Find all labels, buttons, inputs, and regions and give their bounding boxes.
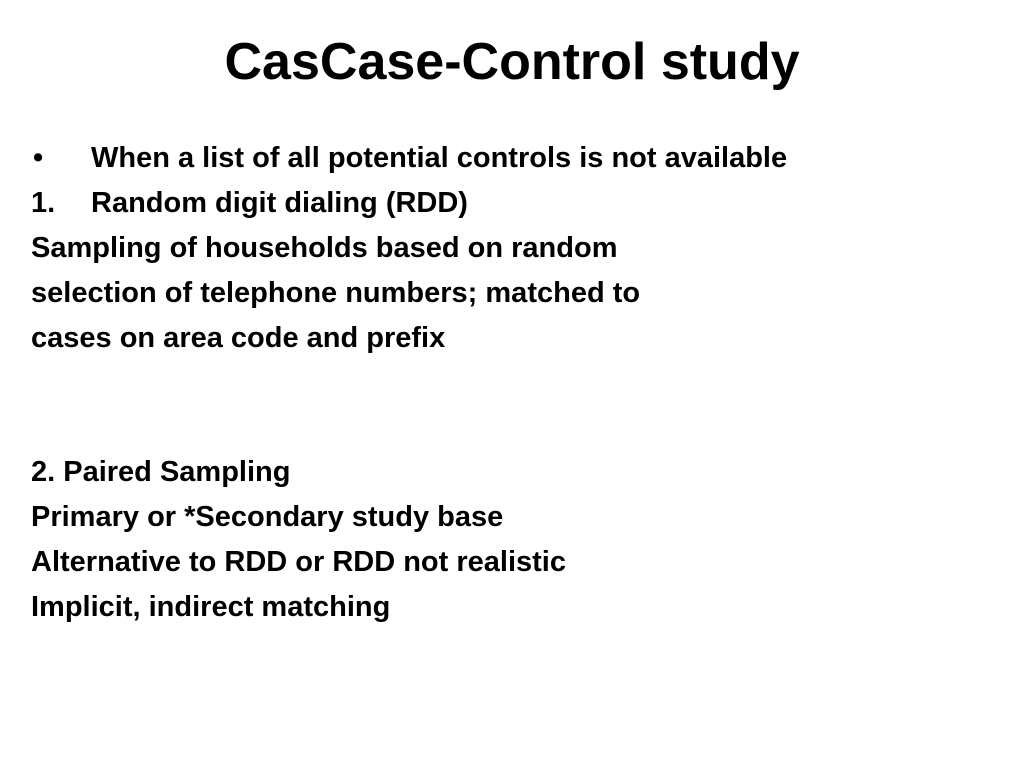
paired-line-3: Implicit, indirect matching	[31, 591, 391, 623]
bullet-text: When a list of all potential controls is not available	[91, 142, 788, 174]
rdd-line-3: cases on area code and prefix	[31, 322, 446, 354]
item-2-heading: 2. Paired Sampling	[31, 456, 291, 488]
bullet-marker: •	[33, 142, 44, 174]
slide-body	[31, 136, 991, 630]
item-1-marker: 1.	[31, 187, 56, 219]
item-1-text: Random digit dialing (RDD)	[91, 187, 468, 219]
rdd-line-1: Sampling of households based on random	[31, 232, 618, 264]
paired-line-1: Primary or *Secondary study base	[31, 501, 504, 533]
rdd-line-2: selection of telephone numbers; matched to	[31, 277, 641, 309]
section-spacer	[31, 361, 991, 450]
numbered-item-1	[31, 181, 991, 226]
paired-line-2: Alternative to RDD or RDD not realistic	[31, 546, 566, 578]
bullet-row	[31, 136, 991, 181]
slide-title: CasCase-Control study	[224, 33, 800, 91]
